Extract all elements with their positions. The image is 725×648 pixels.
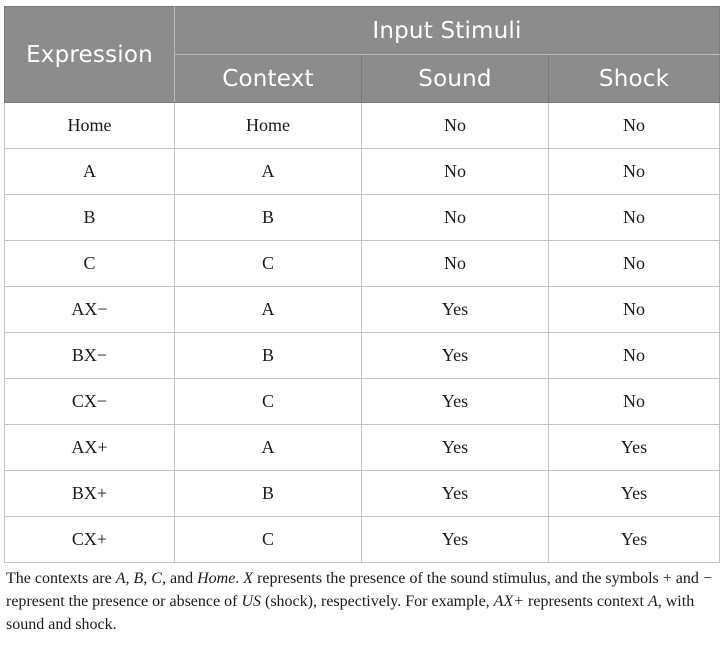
cell-expression: B xyxy=(5,195,175,241)
cell-shock: No xyxy=(549,379,720,425)
table-row xyxy=(5,287,720,333)
table-row xyxy=(5,195,720,241)
cell-expression: BX+ xyxy=(5,471,175,517)
header-shock: Shock xyxy=(549,55,720,103)
cell-sound: No xyxy=(362,195,549,241)
caption-segment: , and xyxy=(161,570,198,587)
table-row xyxy=(5,241,720,287)
cell-sound: No xyxy=(362,241,549,287)
header-context: Context xyxy=(175,55,362,103)
cell-shock: Yes xyxy=(549,517,720,563)
cell-shock: Yes xyxy=(549,471,720,517)
caption-segment: , xyxy=(143,570,152,587)
header-sound: Sound xyxy=(362,55,549,103)
cell-sound: Yes xyxy=(362,471,549,517)
stimuli-table xyxy=(4,6,720,563)
cell-expression: CX+ xyxy=(5,517,175,563)
cell-sound: Yes xyxy=(362,425,549,471)
cell-expression: BX− xyxy=(5,333,175,379)
caption-italic: US xyxy=(241,593,261,610)
cell-sound: Yes xyxy=(362,287,549,333)
caption-segment: represents the presence of the sound stimulus, and the symbols + and − represent the presence or absence of xyxy=(6,570,712,610)
cell-expression: C xyxy=(5,241,175,287)
cell-context: B xyxy=(175,333,362,379)
cell-shock: No xyxy=(549,149,720,195)
table-row xyxy=(5,333,720,379)
caption-segment: , with sound and shock. xyxy=(6,593,695,633)
cell-context: C xyxy=(175,241,362,287)
table-row xyxy=(5,103,720,149)
caption-segment: (shock), respectively. For example, xyxy=(261,593,494,610)
cell-expression: A xyxy=(5,149,175,195)
cell-expression: Home xyxy=(5,103,175,149)
caption-italic: Home xyxy=(197,570,236,587)
cell-context: A xyxy=(175,149,362,195)
table-body xyxy=(5,103,720,563)
cell-shock: No xyxy=(549,241,720,287)
table-row xyxy=(5,149,720,195)
cell-expression: CX− xyxy=(5,379,175,425)
caption-italic: A xyxy=(647,593,658,610)
cell-shock: No xyxy=(549,195,720,241)
cell-sound: Yes xyxy=(362,517,549,563)
caption-segment: The contexts are xyxy=(6,570,116,587)
caption-italic: B xyxy=(133,570,144,587)
table-header xyxy=(5,7,720,103)
cell-context: C xyxy=(175,379,362,425)
cell-context: C xyxy=(175,517,362,563)
cell-context: B xyxy=(175,471,362,517)
table-row xyxy=(5,379,720,425)
table-caption xyxy=(6,567,718,636)
cell-expression: AX+ xyxy=(5,425,175,471)
caption-segment: , xyxy=(125,570,134,587)
cell-shock: No xyxy=(549,287,720,333)
cell-shock: No xyxy=(549,103,720,149)
cell-context: A xyxy=(175,287,362,333)
table-row xyxy=(5,471,720,517)
cell-sound: No xyxy=(362,103,549,149)
table-row xyxy=(5,425,720,471)
header-input-stimuli: Input Stimuli xyxy=(175,7,720,55)
caption-italic: C xyxy=(151,570,162,587)
cell-shock: Yes xyxy=(549,425,720,471)
stimuli-table-container xyxy=(4,6,719,563)
cell-expression: AX− xyxy=(5,287,175,333)
caption-text xyxy=(6,567,718,636)
caption-italic: X xyxy=(243,570,254,587)
cell-sound: Yes xyxy=(362,379,549,425)
cell-context: A xyxy=(175,425,362,471)
cell-sound: Yes xyxy=(362,333,549,379)
table-row xyxy=(5,517,720,563)
cell-context: B xyxy=(175,195,362,241)
caption-italic: A xyxy=(115,570,126,587)
caption-segment: . xyxy=(235,570,244,587)
cell-context: Home xyxy=(175,103,362,149)
caption-segment: represents context xyxy=(524,593,648,610)
cell-shock: No xyxy=(549,333,720,379)
cell-sound: No xyxy=(362,149,549,195)
header-expression: Expression xyxy=(5,7,175,103)
caption-italic: AX+ xyxy=(493,593,525,610)
